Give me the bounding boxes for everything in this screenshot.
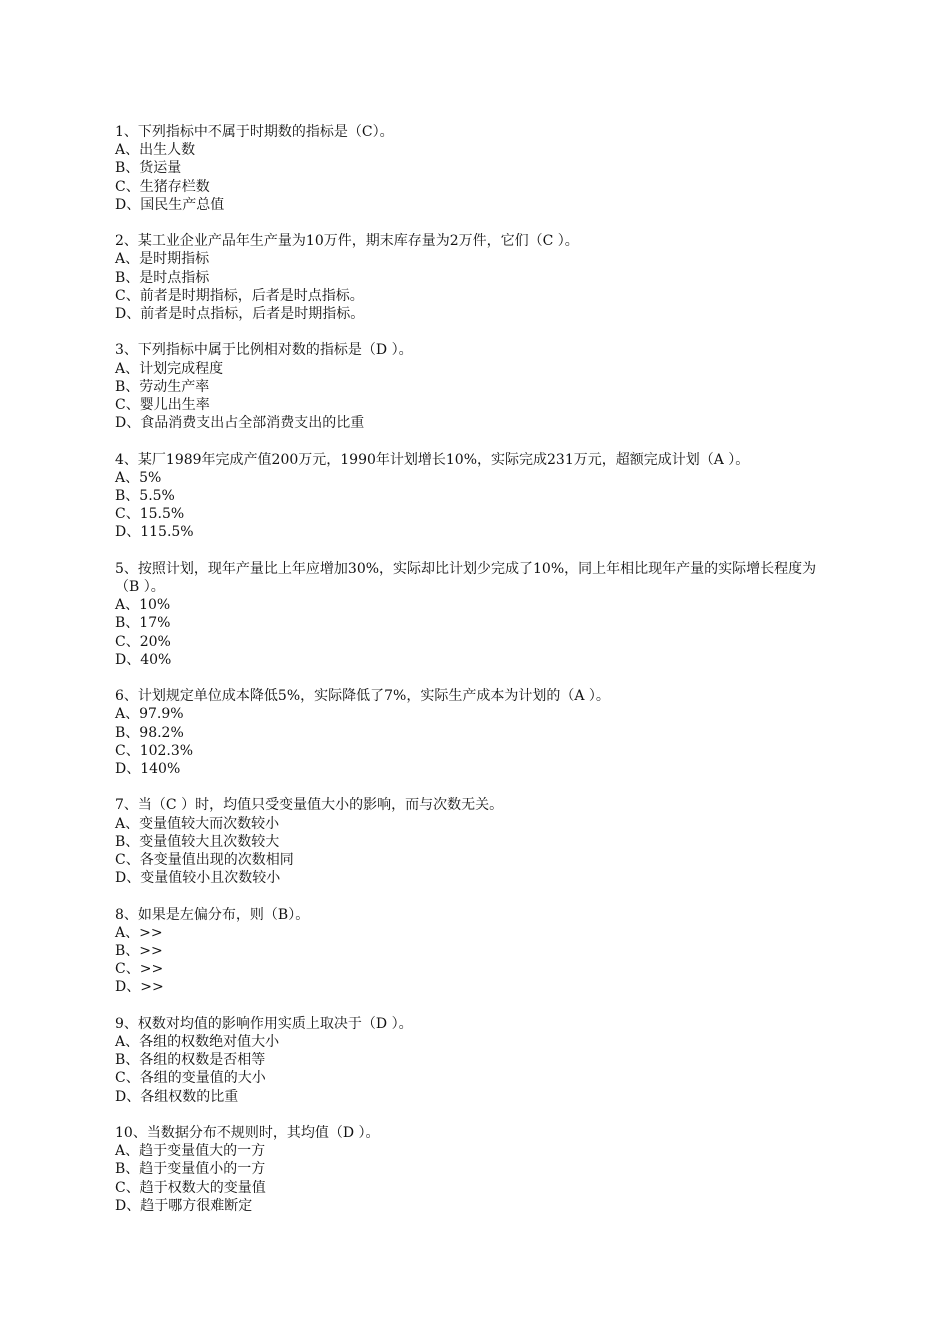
question-3 bbox=[115, 341, 840, 432]
option-b: B、变量值较大且次数较大 bbox=[115, 833, 280, 850]
document-page bbox=[115, 123, 840, 1233]
option-a: A、10% bbox=[115, 597, 171, 614]
option-a: A、是时期指标 bbox=[115, 251, 210, 268]
option-d: D、各组权数的比重 bbox=[115, 1088, 239, 1105]
option-b: B、货运量 bbox=[115, 160, 182, 177]
option-d: D、40% bbox=[115, 651, 172, 668]
question-6 bbox=[115, 687, 840, 778]
question-stem: 1、下列指标中不属于时期数的指标是（C）。 bbox=[115, 124, 394, 140]
option-b: B、98.2% bbox=[115, 724, 184, 741]
option-b: B、劳动生产率 bbox=[115, 378, 210, 395]
option-a: A、各组的权数绝对值大小 bbox=[115, 1034, 280, 1051]
question-stem: 5、按照计划，现年产量比上年应增加30%，实际却比计划少完成了10%，同上年相比现年产量的实际增长程度为（B ）。 bbox=[115, 560, 817, 596]
question-7 bbox=[115, 796, 840, 887]
option-d: D、变量值较小且次数较小 bbox=[115, 870, 281, 887]
option-d: D、食品消费支出占全部消费支出的比重 bbox=[115, 415, 365, 432]
option-d: D、前者是时点指标，后者是时期指标。 bbox=[115, 306, 365, 323]
option-c: C、>> bbox=[115, 961, 164, 978]
option-d: D、140% bbox=[115, 761, 181, 778]
question-1 bbox=[115, 123, 840, 214]
question-stem: 4、某厂1989年完成产值200万元，1990年计划增长10%，实际完成231万元，超额完成计划（A ）。 bbox=[115, 451, 750, 468]
question-2 bbox=[115, 232, 840, 323]
option-d: D、趋于哪方很难断定 bbox=[115, 1197, 253, 1214]
option-a: A、变量值较大而次数较小 bbox=[115, 815, 280, 832]
option-a: A、>> bbox=[115, 924, 163, 941]
question-stem: 3、下列指标中属于比例相对数的指标是（D ）。 bbox=[115, 342, 413, 359]
option-c: C、20% bbox=[115, 633, 171, 650]
option-b: B、>> bbox=[115, 943, 163, 960]
question-stem: 9、权数对均值的影响作用实质上取决于（D ）。 bbox=[115, 1015, 413, 1032]
option-d: D、115.5% bbox=[115, 524, 194, 541]
option-a: A、97.9% bbox=[115, 706, 184, 723]
option-c: C、15.5% bbox=[115, 506, 185, 523]
option-c: C、生猪存栏数 bbox=[115, 178, 210, 195]
option-c: C、趋于权数大的变量值 bbox=[115, 1179, 266, 1196]
question-5 bbox=[115, 560, 840, 669]
question-4 bbox=[115, 451, 840, 542]
option-b: B、趋于变量值小的一方 bbox=[115, 1161, 266, 1178]
option-a: A、计划完成程度 bbox=[115, 360, 224, 377]
option-a: A、5% bbox=[115, 469, 162, 486]
question-stem: 10、当数据分布不规则时，其均值（D ）。 bbox=[115, 1125, 380, 1142]
option-c: C、前者是时期指标，后者是时点指标。 bbox=[115, 287, 364, 304]
option-c: C、各组的变量值的大小 bbox=[115, 1070, 266, 1087]
question-8 bbox=[115, 906, 840, 997]
question-stem: 6、计划规定单位成本降低5%，实际降低了7%，实际生产成本为计划的（A ）。 bbox=[115, 688, 610, 705]
option-b: B、各组的权数是否相等 bbox=[115, 1052, 266, 1069]
option-b: B、17% bbox=[115, 615, 171, 632]
question-9 bbox=[115, 1015, 840, 1106]
option-d: D、国民生产总值 bbox=[115, 196, 225, 213]
question-10 bbox=[115, 1124, 840, 1215]
option-c: C、102.3% bbox=[115, 742, 194, 759]
question-stem: 2、某工业企业产品年生产量为10万件，期末库存量为2万件，它们（C ）。 bbox=[115, 233, 579, 250]
option-c: C、婴儿出生率 bbox=[115, 397, 210, 414]
option-d: D、>> bbox=[115, 979, 164, 996]
option-a: A、趋于变量值大的一方 bbox=[115, 1143, 266, 1160]
option-a: A、出生人数 bbox=[115, 142, 196, 159]
option-c: C、各变量值出现的次数相同 bbox=[115, 852, 294, 869]
option-b: B、是时点指标 bbox=[115, 269, 210, 286]
option-b: B、5.5% bbox=[115, 488, 175, 505]
question-stem: 7、当（C ）时，均值只受变量值大小的影响，而与次数无关。 bbox=[115, 797, 504, 814]
question-stem: 8、如果是左偏分布，则（B）。 bbox=[115, 906, 310, 923]
